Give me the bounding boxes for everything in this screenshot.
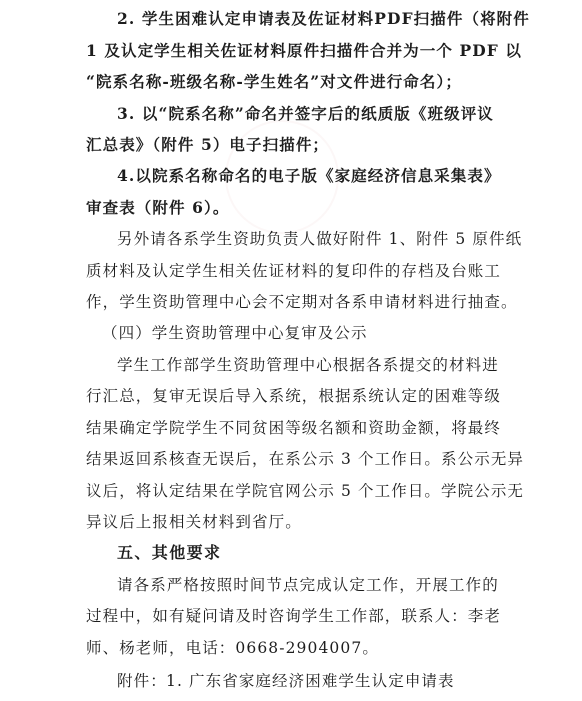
- item3-line1: 3. 以“院系名称”命名并签字后的纸质版《班级评议: [117, 104, 494, 123]
- section4-title: （四）学生资助管理中心复审及公示: [102, 324, 368, 342]
- other-paragraph-line1: 请各系严格按照时间节点完成认定工作，开展工作的: [117, 576, 499, 594]
- archive-paragraph-line1: 另外请各系学生资助负责人做好附件 1、附件 5 原件纸: [117, 230, 523, 248]
- other-paragraph-line3: 师、杨老师，电话：0668-2904007。: [86, 639, 379, 657]
- review-paragraph-line6: 异议后上报相关材料到省厅。: [86, 513, 302, 531]
- archive-paragraph-line3: 作，学生资助管理中心会不定期对各系申请材料进行抽查。: [86, 293, 518, 311]
- attachments-label: 附件：: [117, 672, 167, 690]
- item4-line2: 审查表（附件 6）。: [86, 198, 230, 217]
- review-paragraph-line3: 结果确定学院学生不同贫困等级名额和资助金额，将最终: [86, 419, 502, 437]
- item2-line3: “院系名称-班级名称-学生姓名”对文件进行命名）；: [86, 72, 462, 91]
- review-paragraph-line5: 议后，将认定结果在学院官网公示 5 个工作日。学院公示无: [86, 482, 525, 500]
- item3-line2: 汇总表》（附件 5）电子扫描件；: [86, 135, 330, 154]
- section5-title: 五、其他要求: [117, 543, 222, 562]
- item2-line1: 2. 学生困难认定申请表及佐证材料PDF扫描件（将附件: [117, 9, 530, 28]
- item2-line2: 1 及认定学生相关佐证材料原件扫描件合并为一个 PDF 以: [86, 41, 522, 60]
- review-paragraph-line4: 结果返回系核查无误后，在系公示 3 个工作日。系公示无异: [86, 450, 525, 468]
- archive-paragraph-line2: 质材料及认定学生相关佐证材料的复印件的存档及台账工: [86, 262, 502, 280]
- attachment-item-1: 1. 广东省家庭经济困难学生认定申请表: [166, 672, 455, 690]
- item4-line1: 4.以院系名称命名的电子版《家庭经济信息采集表》: [117, 166, 501, 185]
- review-paragraph-line1: 学生工作部学生资助管理中心根据各系提交的材料进: [117, 356, 499, 374]
- review-paragraph-line2: 行汇总，复审无误后导入系统，根据系统认定的困难等级: [86, 387, 502, 405]
- other-paragraph-line2: 过程中，如有疑问请及时咨询学生工作部，联系人：李老: [86, 607, 502, 625]
